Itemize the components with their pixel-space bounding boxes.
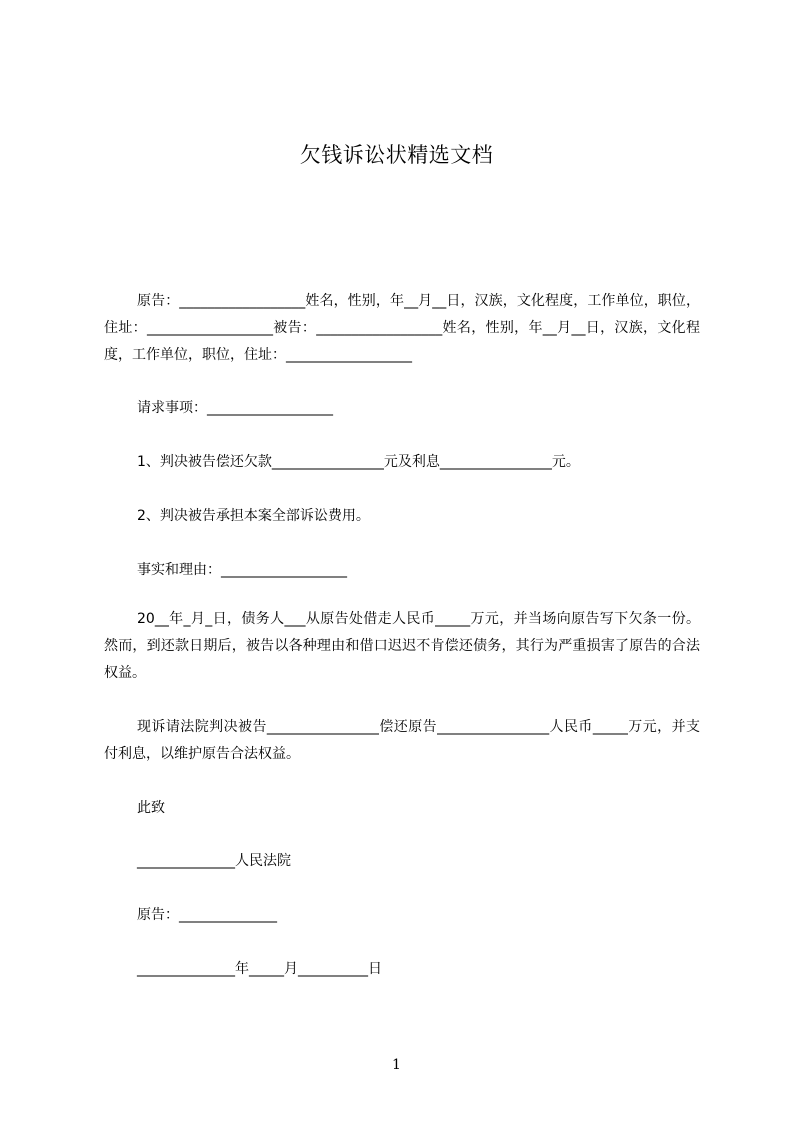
facts-heading: 事实和理由：__________________ (137, 562, 347, 578)
document-title: 欠钱诉讼状精选文档 (299, 143, 494, 167)
court-line: ______________人民法院 (137, 853, 291, 869)
date-line: ______________年_____月__________日 (137, 961, 382, 977)
claim-item-2: 2、判决被告承担本案全部诉讼费用。 (137, 508, 370, 524)
plaintiff-signature-line: 原告：______________ (137, 907, 277, 923)
request-paragraph: 现诉请法院判决被告________________偿还原告________________人民币_____万元，并支付利息，以维护原告合法权益。 (104, 719, 700, 762)
claim-item-1: 1、判决被告偿还欠款________________元及利息________________元。 (137, 454, 580, 470)
claims-heading: 请求事项：__________________ (137, 400, 333, 416)
page-number: 1 (392, 1057, 401, 1073)
closing-line: 此致 (137, 800, 165, 816)
parties-paragraph: 原告：__________________姓名，性别，年__月__日，汉族，文化程度，工作单位，职位，住址：__________________被告：__________________姓名，性别，年__月__日，汉族，文化程度，工作单位，职位，住址：__________________ (104, 293, 700, 363)
facts-paragraph: 20__年_月_日，债务人___从原告处借走人民币_____万元，并当场向原告写下欠条一份。然而，到还款日期后，被告以各种理由和借口迟迟不肯偿还债务，其行为严重损害了原告的合法权益。 (104, 611, 700, 681)
